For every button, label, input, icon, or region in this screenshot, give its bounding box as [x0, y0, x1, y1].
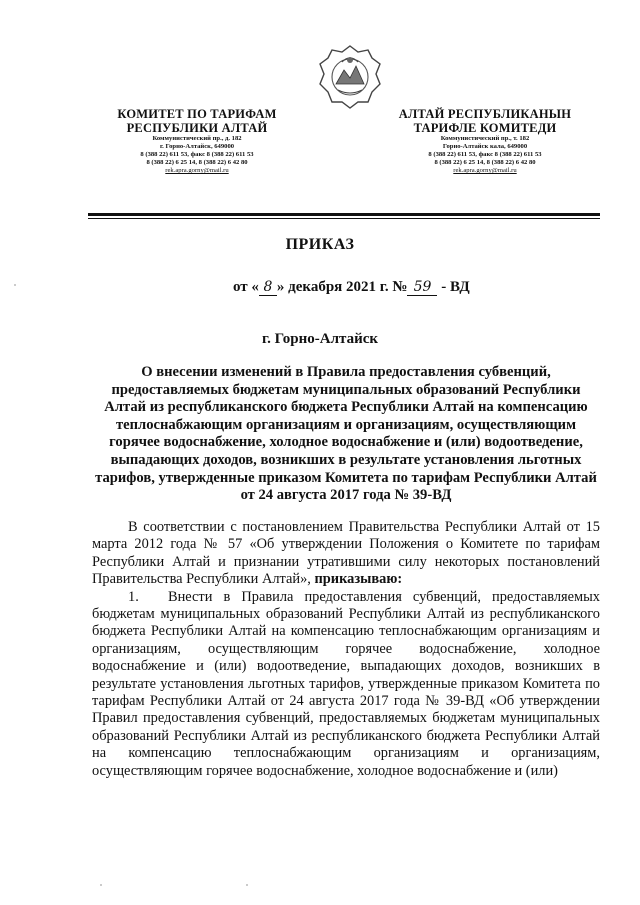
- date-number-line: [233, 279, 470, 296]
- document-title: ПРИКАЗ: [285, 236, 355, 253]
- phone-line1: 8 (388 22) 611 53, факс 8 (388 22) 611 53: [428, 151, 542, 159]
- email-link[interactable]: rek.apra.gorny@mail.ru: [453, 167, 517, 175]
- scan-speck: [14, 284, 16, 286]
- phone-line2: 8 (388 22) 6 25 14, 8 (388 22) 6 42 80: [146, 159, 248, 167]
- header-divider-thin: [88, 218, 600, 219]
- header-left: [97, 108, 297, 174]
- address-line1: Коммунистический пр., т. 182: [440, 135, 530, 142]
- phone-line2: 8 (388 22) 6 25 14, 8 (388 22) 6 42 80: [434, 159, 536, 167]
- header-right: [385, 108, 585, 174]
- city-line: г. Горно-Алтайск: [261, 331, 379, 347]
- date-prefix: от «: [233, 279, 259, 295]
- org-name-line1: АЛТАЙ РЕСПУБЛИКАНЫН: [398, 107, 572, 121]
- number-suffix: - ВД: [441, 279, 470, 295]
- coat-of-arms-emblem: [318, 44, 382, 110]
- scan-speck: [100, 884, 102, 886]
- item-number: 1.: [128, 588, 139, 605]
- paragraph-item-1: [92, 589, 600, 780]
- address-line2: Горно-Алтайск кала, 649000: [442, 143, 528, 151]
- handwritten-number: 59: [407, 279, 437, 296]
- item-text: Внести в Правила предоставления субвенций, предоставляемых бюджетам муниципальных образований Республики Алтай из республиканского бюджета Республики Алтай на компенсацию теплоснабжающим организациям и организациям, осуществляющим горячее водоснабжение, холодное водоснабжение и (или) водоотведение, выпадающих доходов, возникших в результате установления льготных тарифов, утвержденные приказом Комитета по тарифам Республики Алтай от 24 августа 2017 года № 39-ВД «Об утверждении Правил предоставления субвенций, предоставляемых бюджетам муниципальных образований Республики Алтай из республиканского бюджета Республики Алтай на компенсацию теплоснабжающим организациям и организациям, осуществляющим горячее водоснабжение, холодное водоснабжение и (или): [92, 588, 600, 779]
- email-link[interactable]: rek.apra.gorny@mail.ru: [165, 167, 229, 175]
- preamble-text: В соответствии с постановлением Правительства Республики Алтай от 15 марта 2012 года № 57 «Об утверждении Положения о Комитете по тарифам Республики Алтай и признании утратившими силу некоторых постановлений Правительства Республики Алтай»,: [92, 519, 600, 588]
- order-subject: О внесении изменений в Правила предоставления субвенций, предоставляемых бюджетам муниципальных образований Республики Алтай из республиканского бюджета Республики Алтай на компенсацию теплоснабжающим организациям и организациям, осуществляющим горячее водоснабжение, холодное водоснабжение и (или) водоотведение, выпадающих доходов, возникших в результате установления льготных тарифов, утвержденные приказом Комитета по тарифам Республики Алтай от 24 августа 2017 года № 39-ВД: [95, 364, 597, 504]
- org-name-line2: РЕСПУБЛИКИ АЛТАЙ: [126, 120, 268, 135]
- date-middle: » декабря 2021 г. №: [276, 279, 408, 295]
- org-name-line1: КОМИТЕТ ПО ТАРИФАМ: [117, 107, 277, 121]
- scan-speck: [246, 884, 248, 886]
- coat-of-arms-icon: [318, 44, 382, 110]
- header-divider-thick: [88, 213, 600, 216]
- org-name-line2: ТАРИФЛЕ КОМИТЕДИ: [413, 120, 557, 135]
- address-line2: г. Горно-Алтайск, 649000: [159, 143, 235, 151]
- address-line1: Коммунистический пр., д. 182: [152, 135, 242, 142]
- handwritten-day: 8: [259, 279, 277, 296]
- order-keyword: приказываю:: [314, 571, 403, 588]
- phone-line1: 8 (388 22) 611 53, факс 8 (388 22) 611 53: [140, 151, 254, 159]
- document-body: [92, 519, 600, 780]
- paragraph-preamble: [92, 519, 600, 589]
